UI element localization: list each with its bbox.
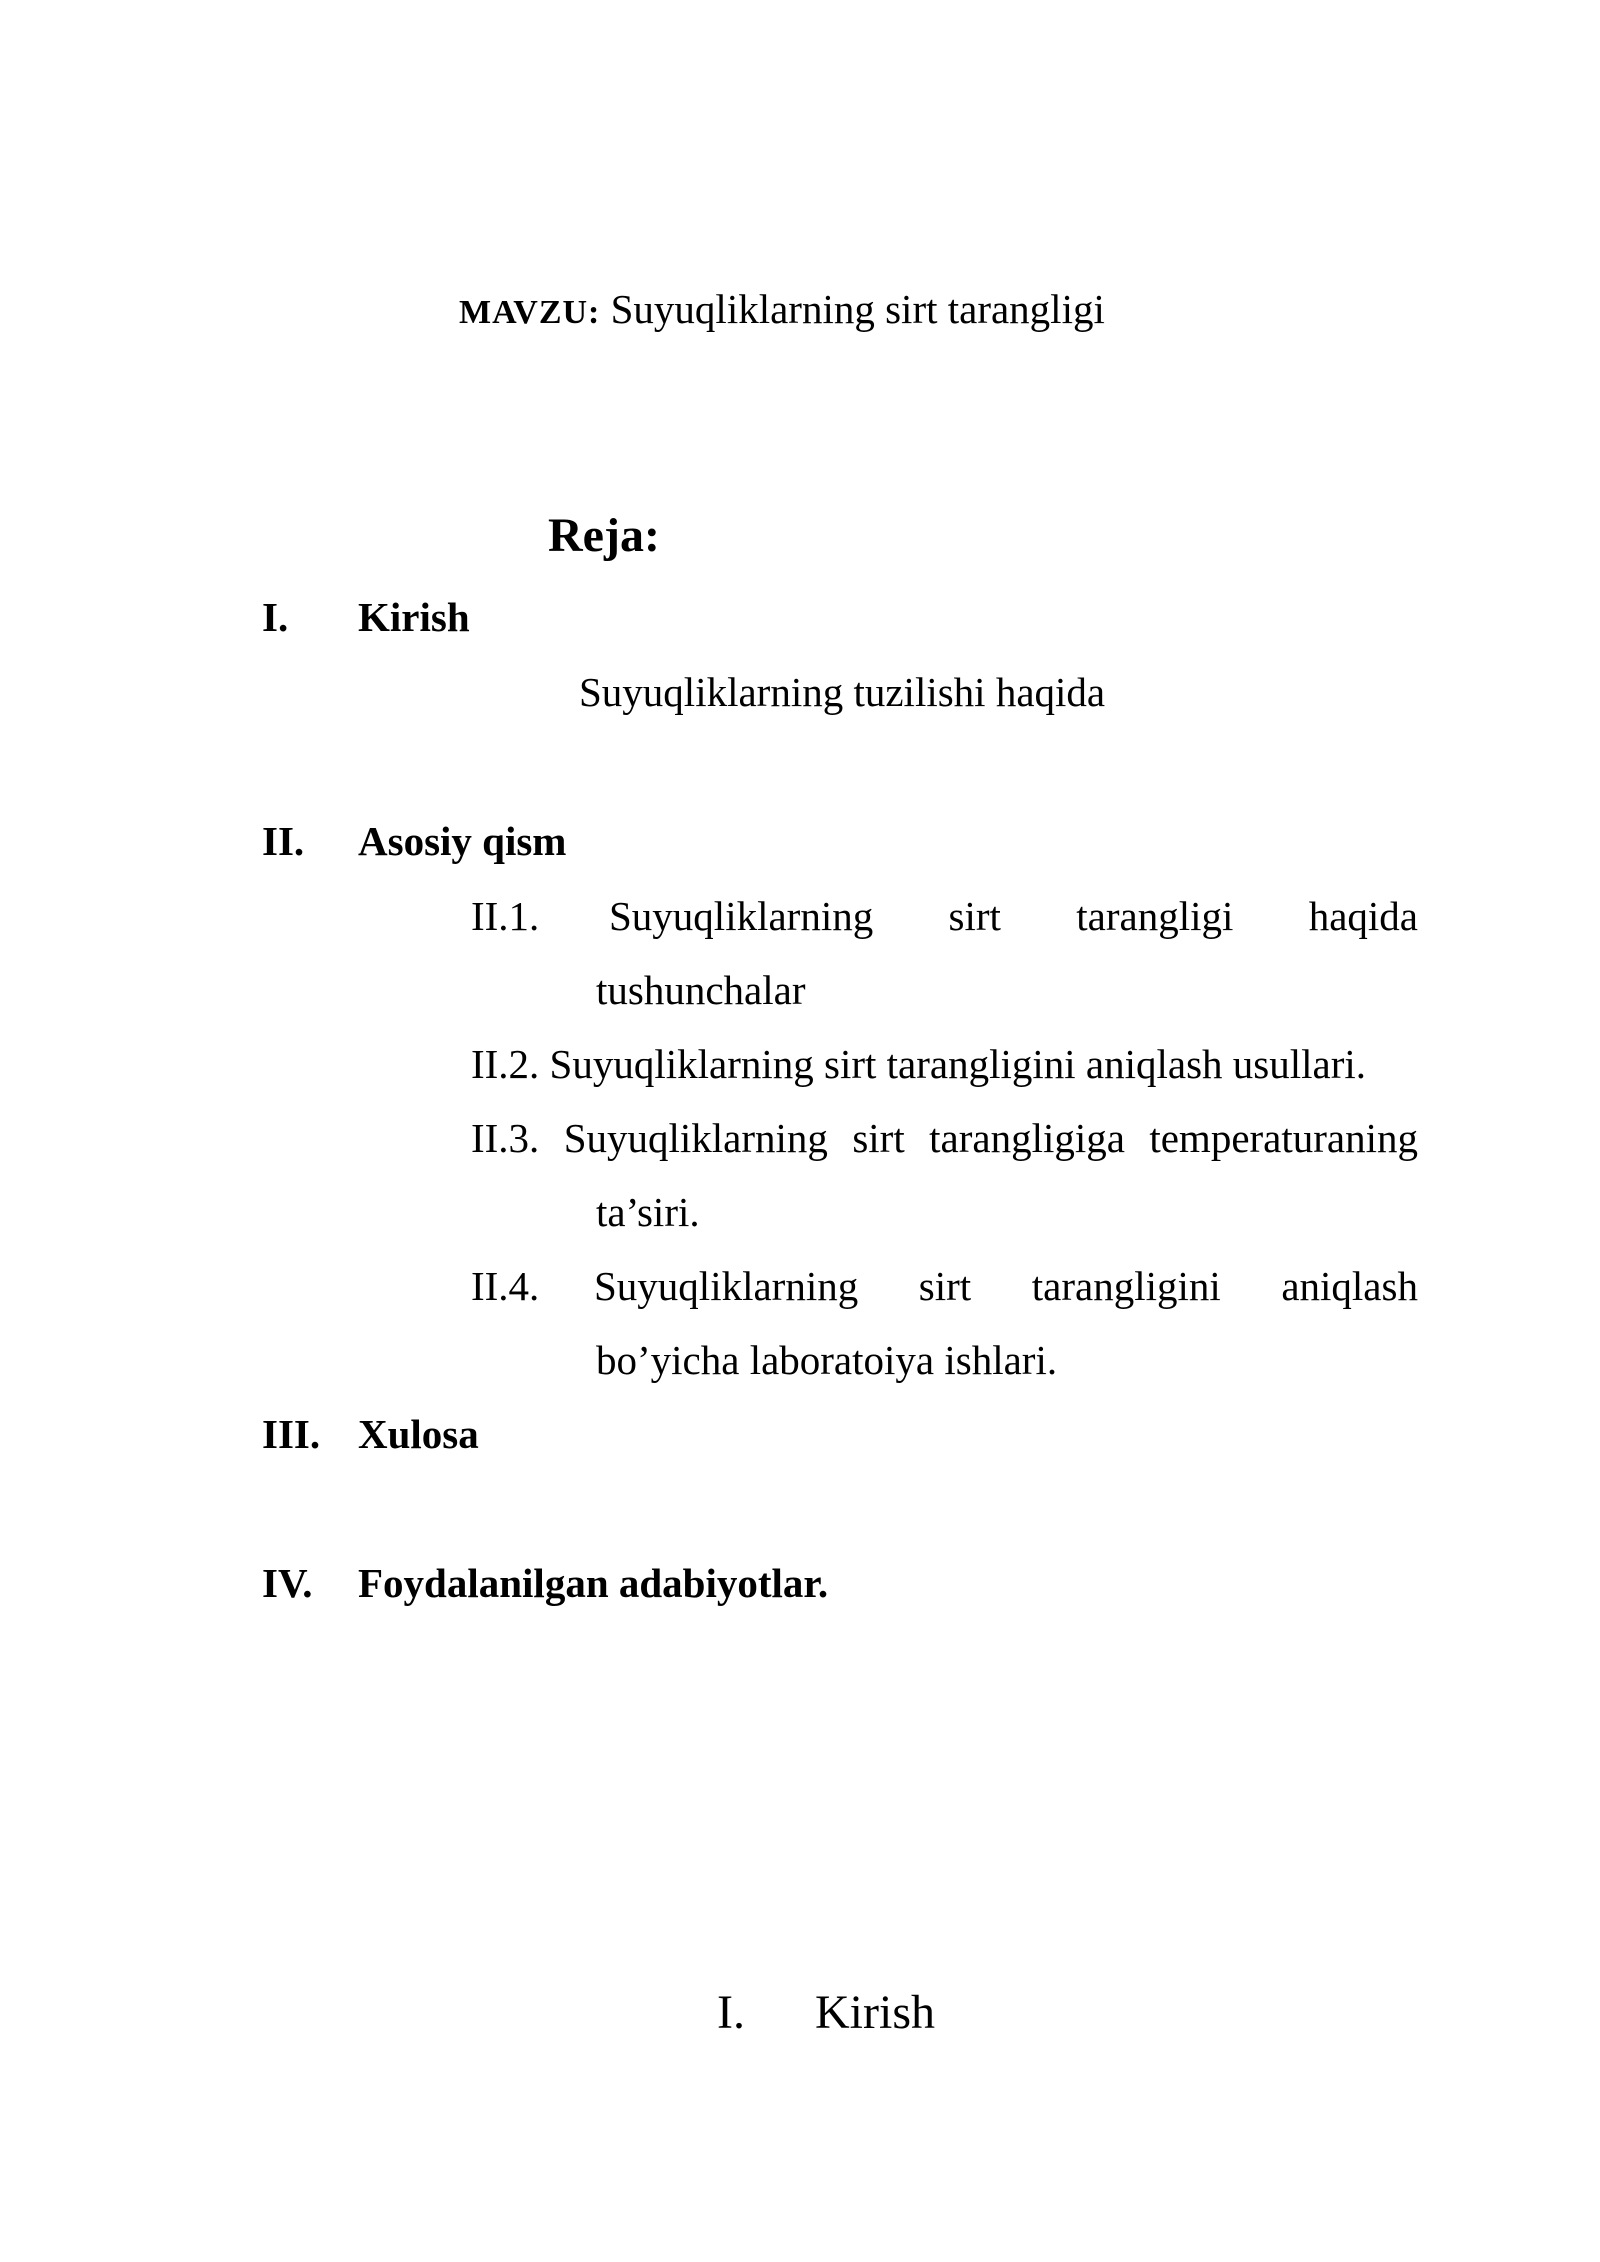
word: tarangligi — [1076, 893, 1234, 939]
section-title: Foydalanilgan adabiyotlar. — [358, 1560, 829, 1606]
section-title: Xulosa — [358, 1411, 479, 1457]
word: aniqlash — [1281, 1263, 1418, 1309]
word: Suyuqliklarning — [609, 893, 874, 939]
section-numeral: II. — [262, 818, 305, 864]
chapter-numeral: I. — [717, 1986, 745, 2039]
subsection-line: II.2. Suyuqliklarning sirt tarangligini aniqlash usullari. — [471, 1041, 1367, 1087]
word: sirt — [948, 893, 1001, 939]
section-numeral: III. — [262, 1411, 321, 1457]
section-numeral: IV. — [262, 1560, 313, 1606]
section-subtitle: Suyuqliklarning tuzilishi haqida — [579, 669, 1106, 715]
topic-line — [459, 285, 1105, 333]
subsection-line: II.3. Suyuqliklarning sirt tarangligiga temperaturaning — [471, 1115, 1418, 1161]
word: sirt — [918, 1263, 972, 1309]
topic-label: MAVZU: — [459, 294, 601, 331]
subsection-continuation: ta’siri. — [596, 1189, 700, 1235]
word: haqida — [1308, 893, 1418, 939]
section-title: Kirish — [358, 594, 470, 640]
topic-title: Suyuqliklarning sirt tarangligi — [610, 286, 1105, 332]
section-numeral: I. — [262, 594, 289, 640]
subsection-continuation: tushunchalar — [596, 967, 806, 1013]
chapter-title: Kirish — [815, 1986, 935, 2039]
section-title: Asosiy qism — [358, 818, 567, 864]
word: Suyuqliklarning — [594, 1263, 859, 1309]
subsection-number: II.4. — [471, 1263, 540, 1309]
word: tarangligini — [1031, 1263, 1221, 1309]
subsection-line — [609, 892, 1418, 940]
subsection-number: II.1. — [471, 893, 540, 939]
subsection-line — [594, 1262, 1418, 1310]
plan-title: Reja: — [548, 509, 660, 562]
subsection-continuation: bo’yicha laboratoiya ishlari. — [596, 1337, 1058, 1383]
